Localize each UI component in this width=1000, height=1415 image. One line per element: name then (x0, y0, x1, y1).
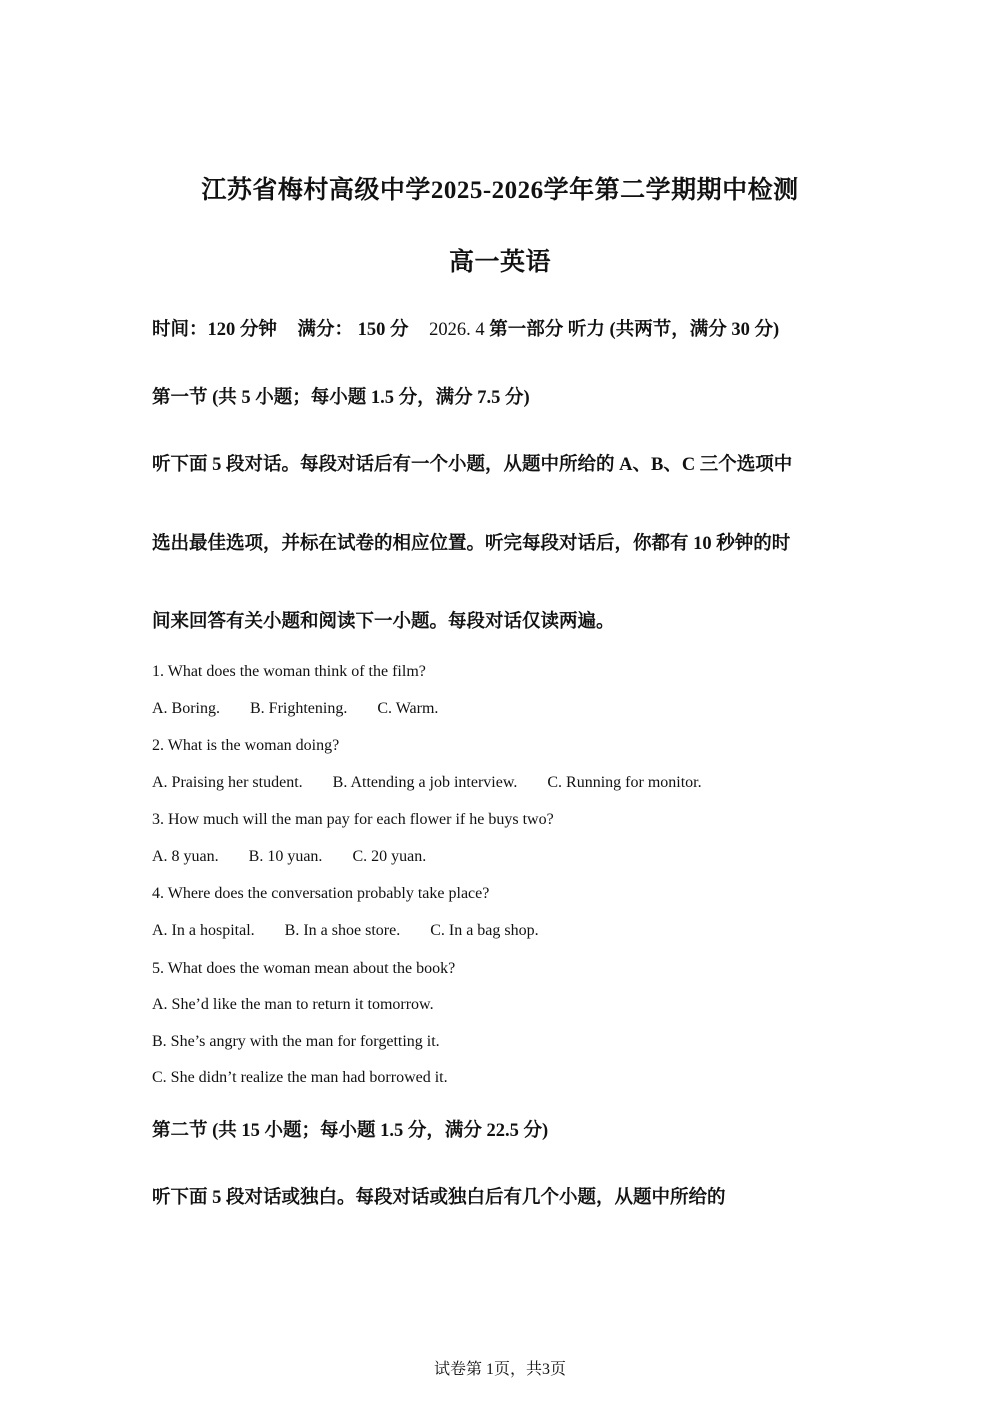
exam-title: 江苏省梅村高级中学2025-2026学年第二学期期中检测 (201, 177, 799, 204)
exam-score: 满分： 150 分 (297, 320, 409, 340)
question-3: 3. How much will the man pay for each flower if he buys two? (152, 811, 554, 828)
page-footer: 试卷第 1页，共3页 (433, 1361, 566, 1378)
exam-date: 2026. 4 (429, 320, 485, 340)
question-5-option-b: B. She’s angry with the man for forgetting it. (152, 1033, 440, 1050)
question-1-option-c: C. Warm. (377, 700, 439, 717)
section1-instruction-line-1: 听下面 5 段对话。每段对话后有一个小题，从题中所给的 A、B、C 三个选项中 (152, 455, 793, 475)
question-4-option-a: A. In a hospital. (152, 922, 255, 939)
question-3-option-b: B. 10 yuan. (248, 848, 323, 865)
question-4-option-b: B. In a shoe store. (284, 922, 401, 939)
question-1-options (152, 700, 852, 718)
section2-instruction: 听下面 5 段对话或独白。每段对话或独白后有几个小题，从题中所给的 (152, 1188, 726, 1208)
question-2-option-b: B. Attending a job interview. (332, 774, 518, 791)
part-heading: 第一部分 听力 (共两节，满分 30 分) (489, 320, 780, 340)
exam-time: 时间：120 分钟 (152, 320, 277, 340)
question-3-options (152, 848, 852, 866)
question-5: 5. What does the woman mean about the book? (152, 960, 456, 977)
section1-instruction-line-2: 选出最佳选项，并标在试卷的相应位置。听完每段对话后，你都有 10 秒钟的时 (152, 534, 791, 554)
question-4-options (152, 922, 852, 940)
question-1: 1. What does the woman think of the film? (152, 663, 426, 680)
question-2-option-c: C. Running for monitor. (547, 774, 702, 791)
question-1-option-b: B. Frightening. (250, 700, 348, 717)
question-4-option-c: C. In a bag shop. (430, 922, 539, 939)
question-4: 4. Where does the conversation probably take place? (152, 885, 490, 902)
question-2-option-a: A. Praising her student. (152, 774, 303, 791)
question-3-option-a: A. 8 yuan. (152, 848, 219, 865)
exam-subtitle: 高一英语 (448, 249, 551, 276)
question-3-option-c: C. 20 yuan. (352, 848, 427, 865)
section2-heading: 第二节 (共 15 小题；每小题 1.5 分，满分 22.5 分) (152, 1121, 549, 1141)
question-2: 2. What is the woman doing? (152, 737, 340, 754)
question-2-options (152, 774, 852, 792)
section1-instruction-line-3: 间来回答有关小题和阅读下一小题。每段对话仅读两遍。 (152, 612, 615, 632)
question-5-option-c: C. She didn’t realize the man had borrowed it. (152, 1069, 448, 1086)
question-1-option-a: A. Boring. (152, 700, 220, 717)
section1-heading: 第一节 (共 5 小题；每小题 1.5 分，满分 7.5 分) (152, 388, 530, 408)
exam-info-line (152, 315, 852, 341)
question-5-option-a: A. She’d like the man to return it tomorrow. (152, 996, 434, 1013)
